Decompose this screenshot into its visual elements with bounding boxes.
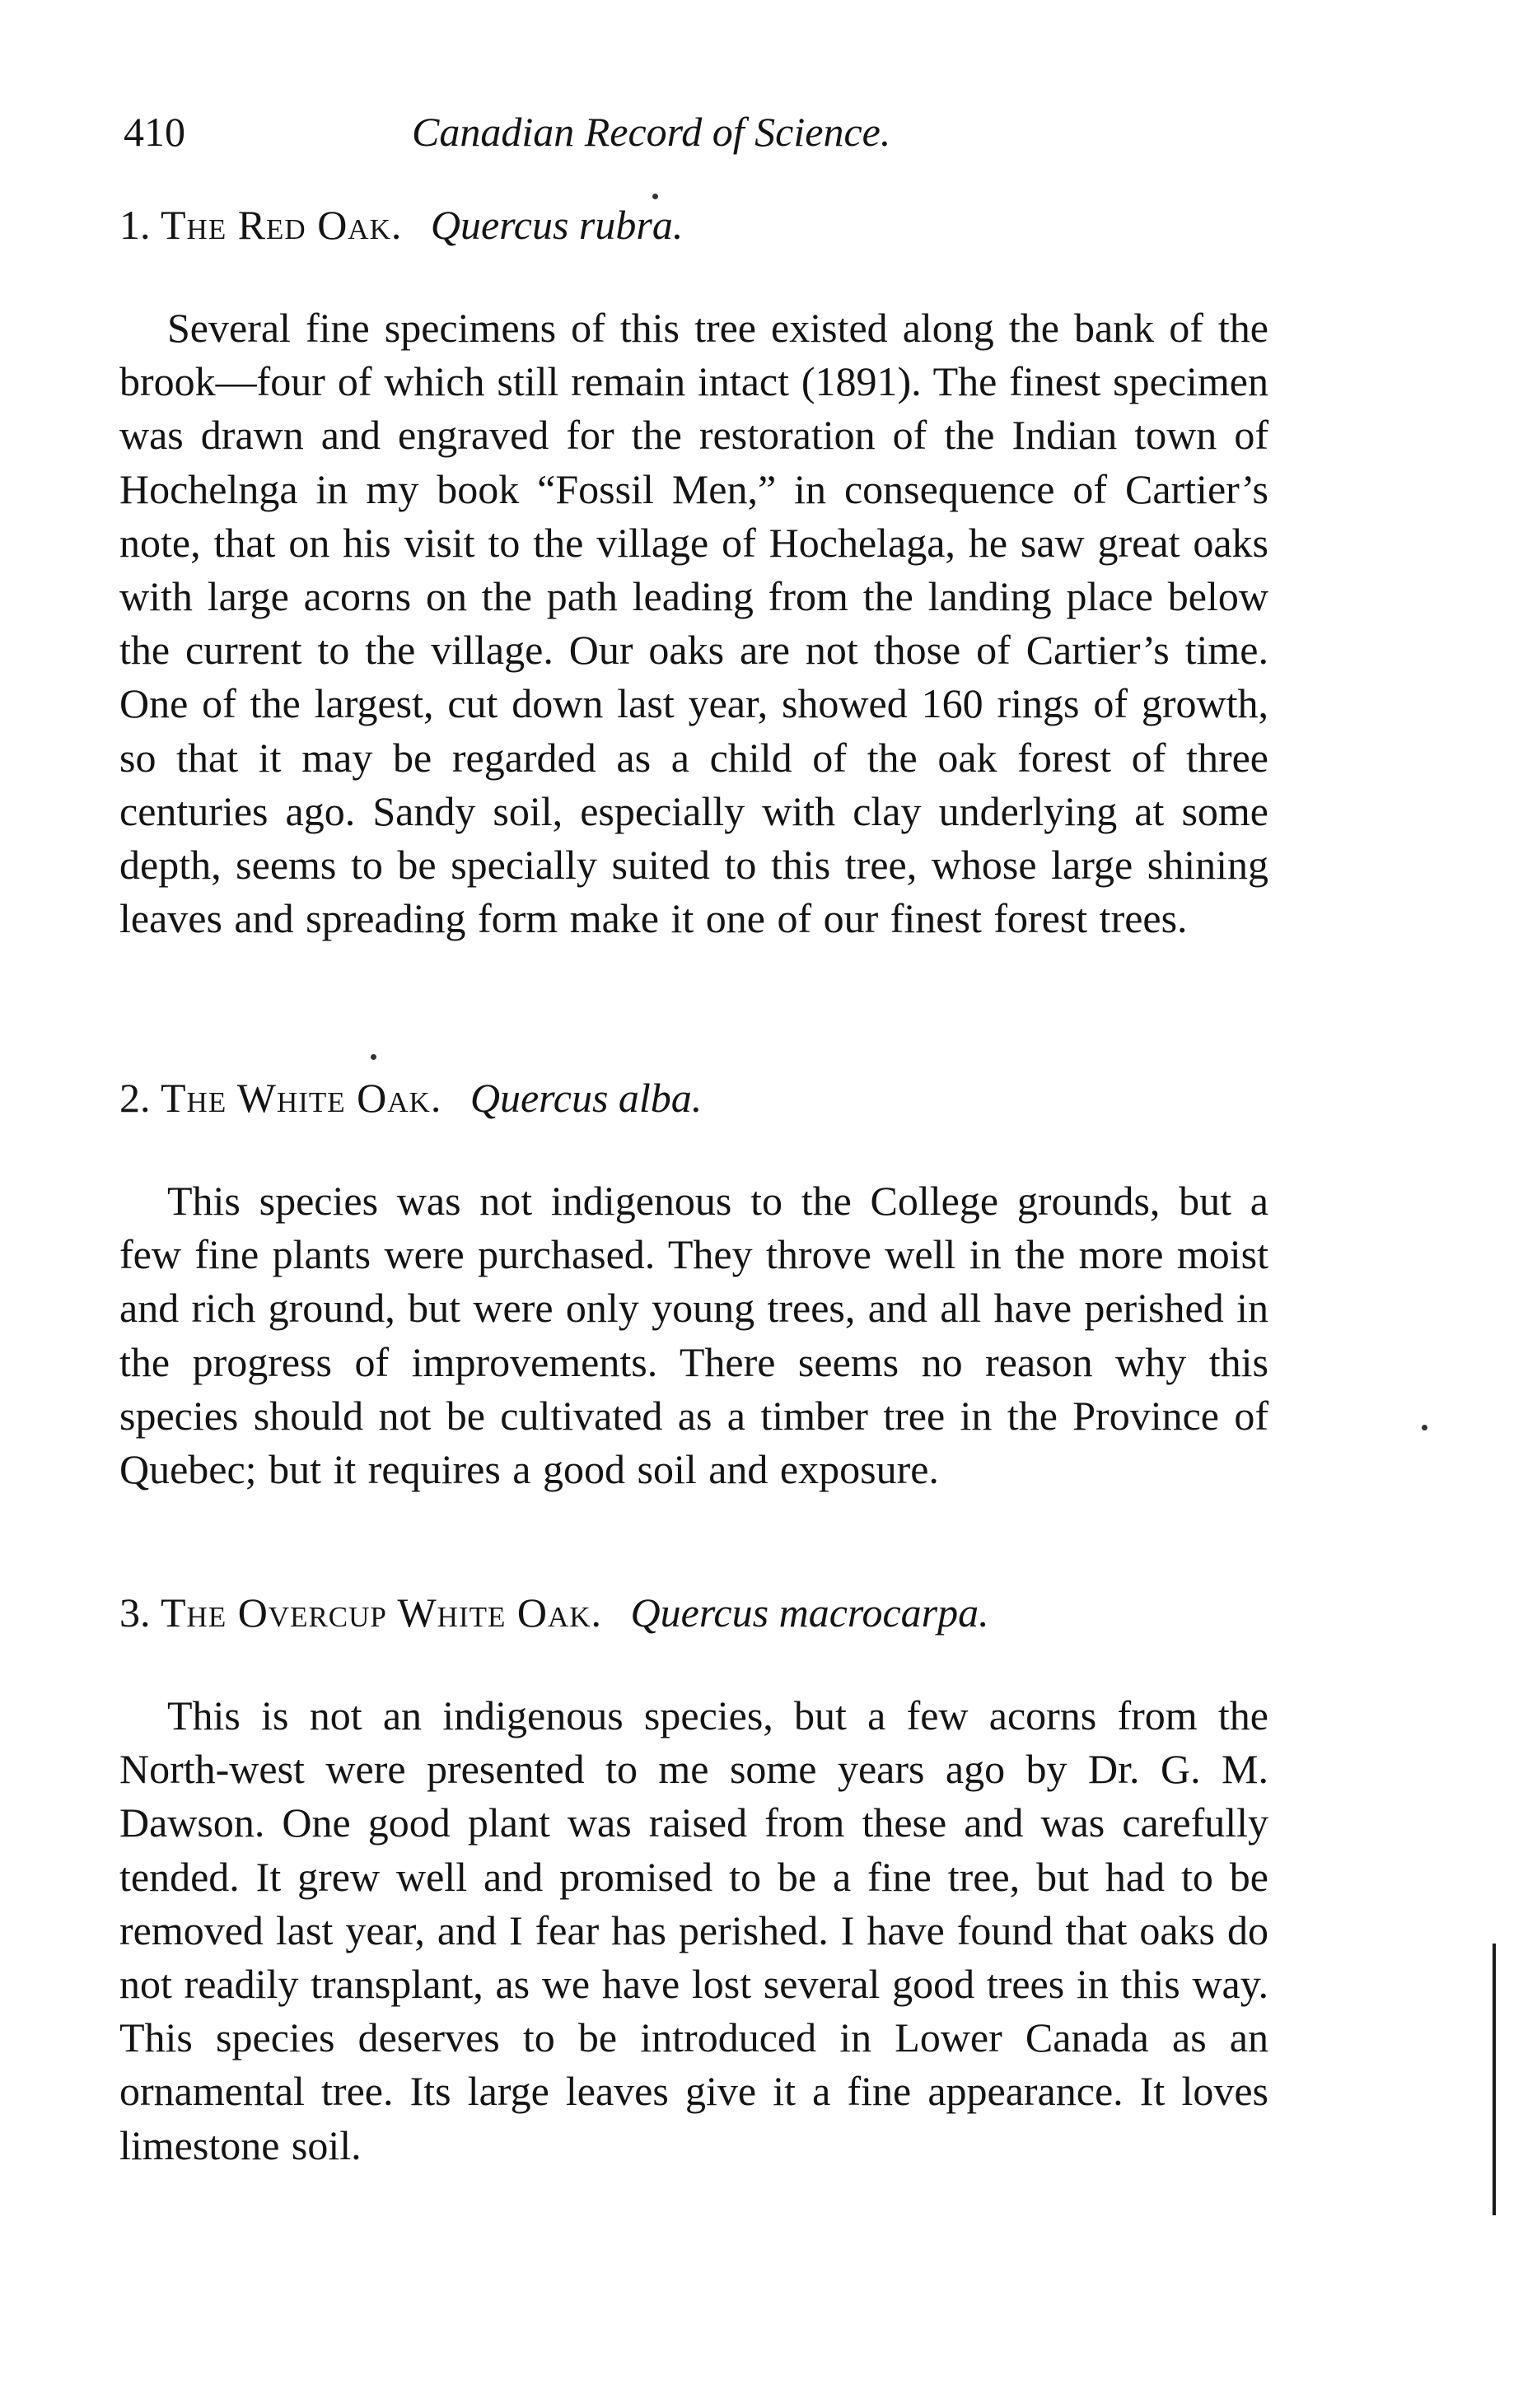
latin-name: Quercus macrocarpa. [630,1589,989,1636]
section-title: The White Oak. [161,1075,442,1121]
section-heading [119,1585,1268,1640]
section-body: This species was not indigenous to the College grounds, but a few fine plants were purchased. They throve well in the more moist and rich ground, but were only young trees, and all have perished in the progress of improvements. There seems no reason why this species should not be cultivated as a timber tree in the Province of Quebec; but it requires a good soil and exposure. [119,1178,1268,1493]
ink-speck [1422,1425,1427,1430]
section-white-oak [119,1071,1268,1496]
section-title: The Overcup White Oak. [161,1589,603,1636]
journal-title: Canadian Record of Science. [412,109,891,155]
section-heading [119,198,1268,252]
latin-name: Quercus alba. [470,1075,703,1121]
section-red-oak [119,198,1268,945]
ink-speck [652,194,658,199]
running-head [124,99,1252,165]
section-heading [119,1071,1268,1125]
section-number: 1. [119,202,151,248]
section-body: Several fine specimens of this tree existed along the bank of the brook—four of which still remain intact (1891). The finest specimen was drawn and engraved for the restoration of the Indian town of Hochelnga in my book “Fossil Men,” in consequence of Cartier’s note, that on his visit to the village of Hochelaga, he saw great oaks with large acorns on the path leading from the landing place below the current to the village. Our oaks are not those of Cartier’s time. One of the largest, cut down last year, showed 160 rings of growth, so that it may be regarded as a child of the oak forest of three centuries ago. Sandy soil, especially with clay underlying at some depth, seems to be specially suited to this tree, whose large shining leaves and spreading form make it one of our finest forest trees. [119,305,1268,942]
ink-speck [371,1054,376,1060]
latin-name: Quercus rubra. [430,202,684,248]
section-number: 2. [119,1075,151,1121]
page-number: 410 [124,109,185,155]
section-number: 3. [119,1589,151,1636]
section-body: This is not an indigenous species, but a few acorns from the North-west were presented to me some years ago by Dr. G. M. Dawson. One good plant was raised from these and was carefully tended. It grew well and promised to be a fine tree, but had to be removed last year, and I fear has perished. I have found that oaks do not readily transplant, as we have lost several good trees in this way. This species deserves to be introduced in Lower Canada as an ornamental tree. Its large leaves give it a fine appearance. It loves limestone soil. [119,1692,1268,2168]
section-overcup-white-oak [119,1585,1268,2172]
section-title: The Red Oak. [161,202,403,248]
margin-rule [1493,1944,1496,2215]
